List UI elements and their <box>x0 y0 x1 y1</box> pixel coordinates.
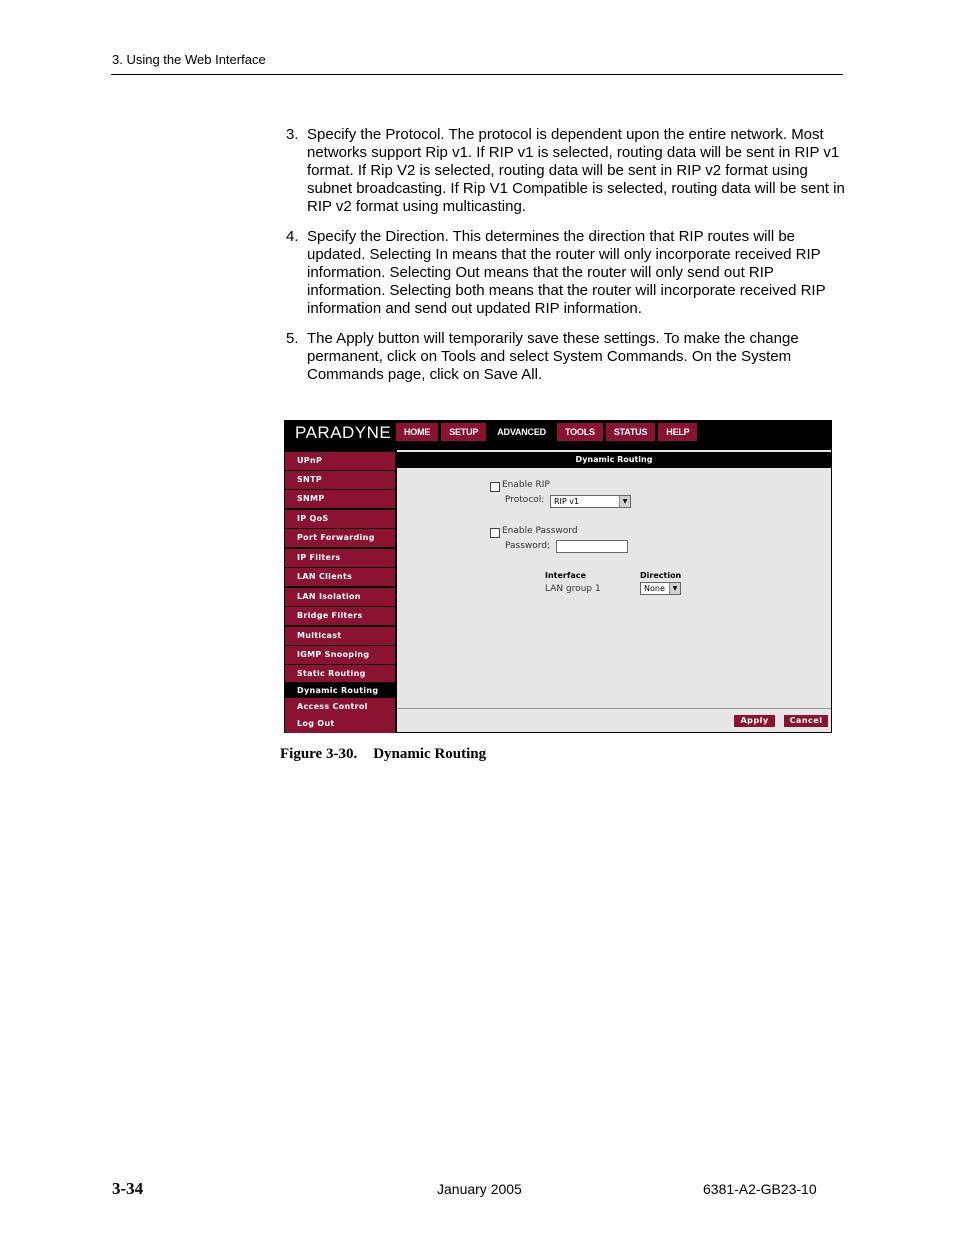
direction-selected-value: None <box>644 584 665 593</box>
step-number: 4. <box>286 228 299 245</box>
protocol-select[interactable] <box>550 495 631 508</box>
content-panel <box>397 450 831 732</box>
document-number: 6381-A2-GB23-10 <box>703 1181 817 1197</box>
step-number: 3. <box>286 126 299 143</box>
interface-value: LAN group 1 <box>545 584 601 594</box>
password-field[interactable] <box>556 540 628 553</box>
tab-home[interactable]: HOME <box>396 423 438 441</box>
header-rule <box>111 74 843 75</box>
direction-column-header: Direction <box>640 571 682 580</box>
running-header: 3. Using the Web Interface <box>112 52 266 67</box>
tab-setup[interactable]: SETUP <box>441 423 486 441</box>
password-label: Password: <box>505 541 551 551</box>
sidebar-item-log-out[interactable]: Log Out <box>285 715 395 733</box>
sidebar <box>285 450 396 732</box>
chevron-down-icon: ▼ <box>619 496 630 507</box>
paradyne-logo: PARADYNE <box>295 423 392 442</box>
tab-advanced[interactable]: ADVANCED <box>489 423 554 441</box>
figure-caption <box>280 746 486 763</box>
divider <box>397 708 831 709</box>
apply-button[interactable]: Apply <box>734 715 775 727</box>
step-item <box>286 330 846 384</box>
step-text: Specify the Direction. This determines the direction that RIP routes will be updated. Selecting In means that the router will only incorporate received RIP information. Selecting Out means that the router will only send out RIP information. Selecting both means that the router will incorporate received RIP information and send out updated RIP information. <box>307 228 826 317</box>
page-title: Dynamic Routing <box>397 452 831 468</box>
enable-rip-label: Enable RIP <box>502 480 550 490</box>
sidebar-item-upnp[interactable]: UPnP <box>285 452 395 470</box>
tab-status[interactable]: STATUS <box>606 423 655 441</box>
sidebar-item-access-control[interactable]: Access Control <box>285 698 395 716</box>
step-text: The Apply button will temporarily save these settings. To make the change permanent, click on Tools and select System Commands. On the System Commands page, click on Save All. <box>307 330 799 383</box>
cancel-button[interactable]: Cancel <box>784 715 828 727</box>
page-number: 3-34 <box>112 1179 144 1198</box>
top-bar <box>285 421 831 450</box>
procedure-steps <box>286 126 846 396</box>
footer-date: January 2005 <box>437 1181 522 1197</box>
protocol-label: Protocol: <box>505 495 545 505</box>
chevron-down-icon: ▼ <box>669 583 680 594</box>
top-nav <box>396 423 700 441</box>
router-ui-screenshot <box>284 420 832 733</box>
interface-column-header: Interface <box>545 571 586 580</box>
step-item <box>286 126 846 216</box>
sidebar-item-ip-qos[interactable]: IP QoS <box>285 510 395 528</box>
tab-help[interactable]: HELP <box>658 423 697 441</box>
figure-title: Dynamic Routing <box>373 746 487 762</box>
sidebar-item-ip-filters[interactable]: IP Filters <box>285 549 395 567</box>
sidebar-item-multicast[interactable]: Multicast <box>285 627 395 645</box>
direction-select[interactable] <box>640 582 681 595</box>
step-number: 5. <box>286 330 299 347</box>
enable-password-checkbox[interactable] <box>490 528 500 538</box>
sidebar-item-bridge-filters[interactable]: Bridge Filters <box>285 607 395 625</box>
sidebar-item-lan-isolation[interactable]: LAN Isolation <box>285 588 395 606</box>
enable-rip-checkbox[interactable] <box>490 482 500 492</box>
step-text: Specify the Protocol. The protocol is dependent upon the entire network. Most networks support Rip v1. If RIP v1 is selected, routing data will be sent in RIP v1 format. If Rip V2 is selected, routing data will be sent in RIP v2 format using subnet broadcasting. If Rip V1 Compatible is selected, routing data will be sent in RIP v2 format using multicasting. <box>307 126 845 215</box>
protocol-selected-value: RIP v1 <box>554 497 580 506</box>
sidebar-item-lan-clients[interactable]: LAN Clients <box>285 568 395 586</box>
step-item <box>286 228 846 318</box>
sidebar-item-port-forwarding[interactable]: Port Forwarding <box>285 529 395 547</box>
figure-number: Figure 3-30. <box>280 746 358 762</box>
sidebar-item-snmp[interactable]: SNMP <box>285 490 395 508</box>
enable-password-label: Enable Password <box>502 526 578 536</box>
sidebar-item-static-routing[interactable]: Static Routing <box>285 665 395 683</box>
sidebar-item-sntp[interactable]: SNTP <box>285 471 395 489</box>
sidebar-item-dynamic-routing[interactable]: Dynamic Routing <box>285 682 395 700</box>
tab-tools[interactable]: TOOLS <box>557 423 603 441</box>
sidebar-item-igmp-snooping[interactable]: IGMP Snooping <box>285 646 395 664</box>
